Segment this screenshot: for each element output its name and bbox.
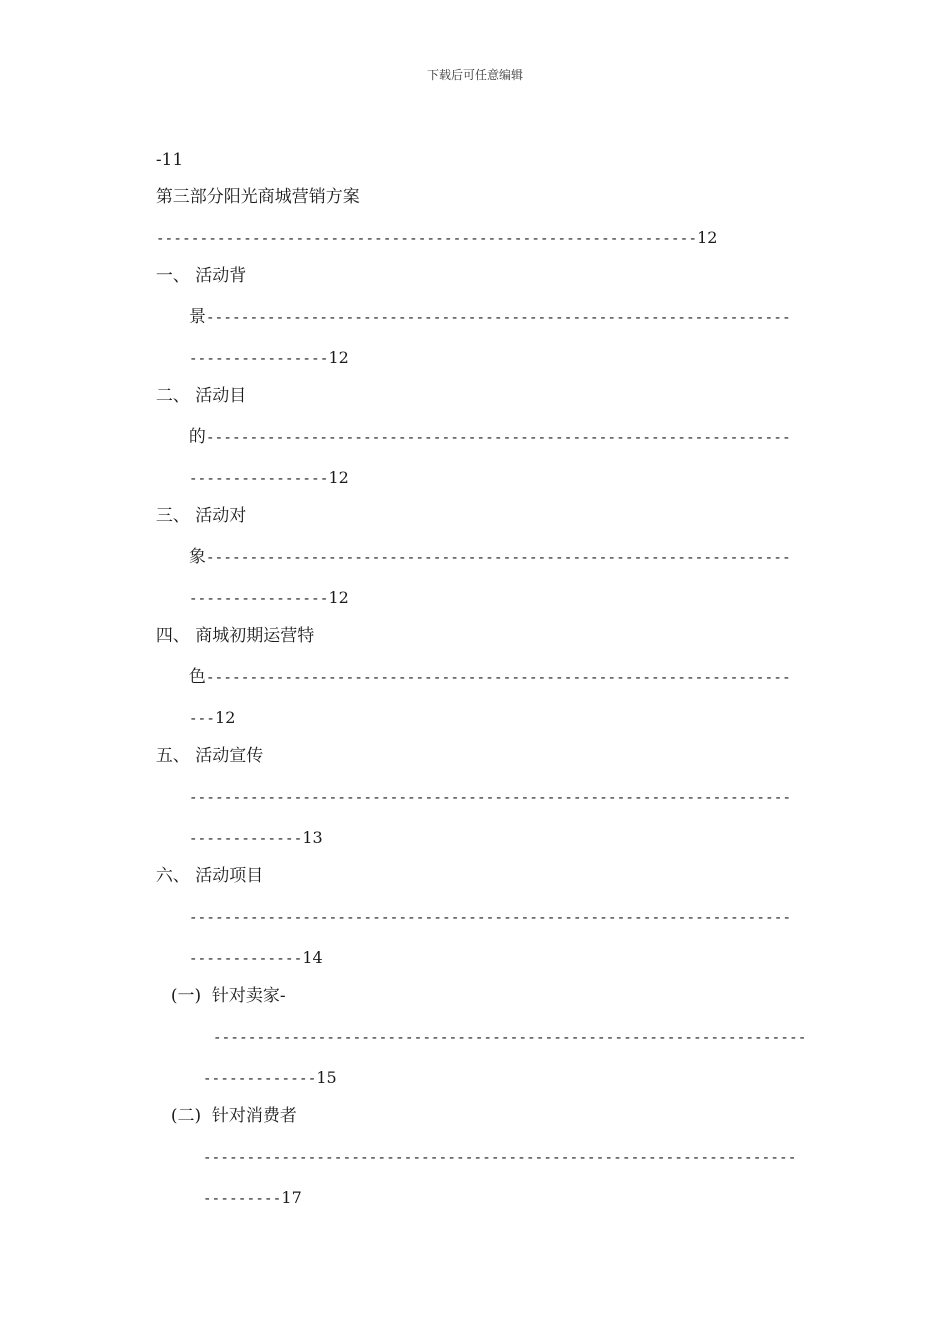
page-header: 下载后可任意编辑 <box>426 68 523 82</box>
toc-leader-line <box>178 284 791 329</box>
toc-text: 第三部分阳光商城营销方案 <box>155 187 360 207</box>
toc-page-number: 12 <box>328 588 349 607</box>
toc-section-title <box>145 164 360 208</box>
toc-dashes: -------------------------------------------------------------------- <box>212 1030 807 1046</box>
toc-dashes: ---------------- <box>188 471 329 487</box>
toc-dashes: ------------- <box>188 951 303 967</box>
toc-page-number: 12 <box>215 708 236 727</box>
toc-entry-2 <box>145 363 246 407</box>
toc-dashes: --- <box>188 711 216 727</box>
toc-dashes: --------- <box>202 1191 282 1207</box>
toc-page-number: 13 <box>302 828 323 847</box>
toc-entry-6 <box>145 843 263 887</box>
toc-text: (二) 针对消费者 <box>170 1106 297 1126</box>
toc-page-number: 12 <box>697 228 718 247</box>
toc-subentry-2 <box>160 1083 297 1127</box>
toc-dashes: --------------------------------------------------------------------- <box>188 790 792 806</box>
toc-text: (一) 针对卖家- <box>170 986 286 1006</box>
toc-dashes: ------------------------------------------------------------------- <box>205 670 791 686</box>
toc-page-number: 17 <box>281 1188 302 1207</box>
toc-dashes: --------------------------------------------------------------------- <box>188 910 792 926</box>
toc-dashes: ------------- <box>188 831 303 847</box>
toc-page-number: 14 <box>302 948 323 967</box>
toc-dashes: ------------------------------------------------------------------- <box>205 430 791 446</box>
toc-dashes: ------------------------------------------------------------------- <box>205 550 791 566</box>
toc-page-number: 12 <box>328 348 349 367</box>
toc-lead-char: 色 <box>188 667 206 687</box>
toc-lead-char: 象 <box>188 547 206 567</box>
toc-subentry-1 <box>160 963 286 1007</box>
toc-entry-5 <box>145 723 263 767</box>
toc-dashes: ---------------- <box>188 351 329 367</box>
toc-text: 三、 活动对 <box>155 506 247 526</box>
toc-leader-line <box>202 1004 806 1049</box>
toc-dashes: ------------- <box>202 1071 317 1087</box>
toc-lead-char: 景 <box>188 307 206 327</box>
toc-text: 四、 商城初期运营特 <box>155 626 315 646</box>
toc-leader-line <box>178 404 791 449</box>
toc-dashes: ------------------------------------------------------------------- <box>205 310 791 326</box>
toc-dashes: -------------------------------------------------------------- <box>155 231 698 247</box>
toc-entry-4 <box>145 603 314 647</box>
toc-page-number: 12 <box>328 468 349 487</box>
toc-dashes: ---------------- <box>188 591 329 607</box>
toc-leader-line <box>178 644 791 689</box>
toc-leader-line <box>192 1165 302 1210</box>
toc-lead-char: 的 <box>188 427 206 447</box>
toc-text: -11 <box>155 150 184 170</box>
toc-leader-line <box>192 1124 796 1169</box>
toc-text: 二、 活动目 <box>155 386 247 406</box>
toc-leader-line <box>178 884 791 929</box>
toc-text: 六、 活动项目 <box>155 866 264 886</box>
toc-text: 五、 活动宣传 <box>155 746 264 766</box>
toc-text: 一、 活动背 <box>155 266 247 286</box>
toc-page-number: 15 <box>316 1068 337 1087</box>
toc-leader-line <box>178 764 791 809</box>
toc-dashes: -------------------------------------------------------------------- <box>202 1150 797 1166</box>
toc-leader-line <box>178 524 791 569</box>
toc-entry-3 <box>145 483 246 527</box>
toc-entry-1 <box>145 243 246 287</box>
